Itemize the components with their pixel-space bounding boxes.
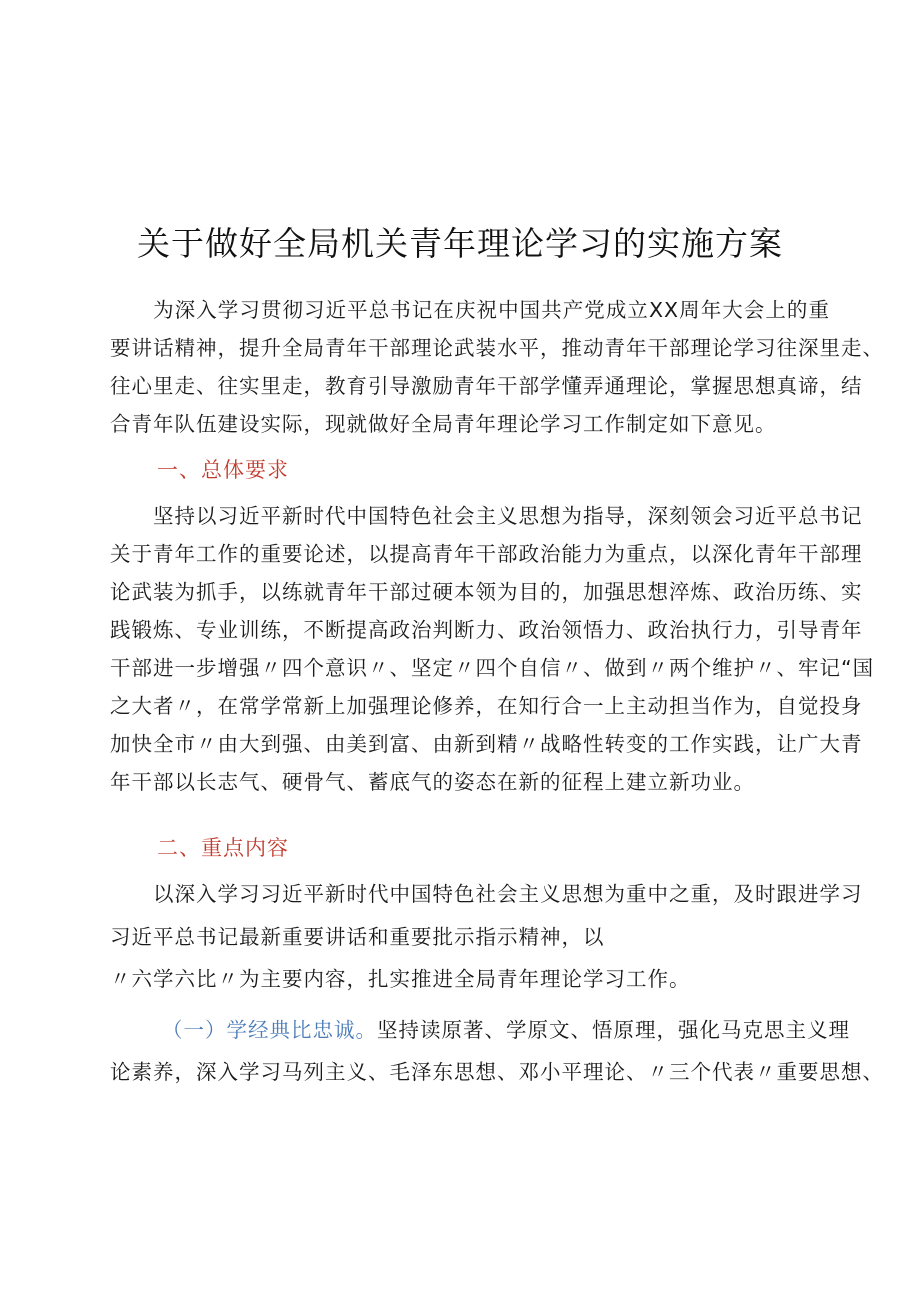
- section2-line-3: 〃六学六比〃为主要内容，扎实推进全局青年理论学习工作。: [110, 967, 691, 991]
- section1-line-1: 坚持以习近平新时代中国特色社会主义思想为指导，深刻领会习近平总书记: [110, 504, 863, 528]
- section1-line-2: 关于青年工作的重要论述，以提高青年干部政治能力为重点，以深化青年干部理: [110, 542, 863, 566]
- subsection1-first-rest: 坚持读原著、学原文、悟原理，强化马克思主义理: [377, 1018, 850, 1042]
- intro-line-2: 要讲话精神，提升全局青年干部理论武装水平，推动青年干部理论学习往深里走、: [110, 336, 884, 360]
- section1-line-4: 践锻炼、专业训练，不断提高政治判断力、政治领悟力、政治执行力，引导青年: [110, 618, 863, 642]
- section2-line-2: 习近平总书记最新重要讲话和重要批示指示精神，以: [110, 925, 605, 949]
- document-title: 关于做好全局机关青年理论学习的实施方案: [137, 224, 783, 263]
- intro-line-1: 为深入学习贯彻习近平总书记在庆祝中国共产党成立XX周年大会上的重: [110, 298, 830, 322]
- section1-line-6: 之大者〃，在常学常新上加强理论修养，在知行合一上主动担当作为，自觉投身: [110, 694, 863, 718]
- section2-line-1: 以深入学习习近平新时代中国特色社会主义思想为重中之重，及时跟进学习: [110, 882, 863, 906]
- section1-line-7: 加快全市〃由大到强、由美到富、由新到精〃战略性转变的工作实践，让广大青: [110, 732, 863, 756]
- intro-line-3: 往心里走、往实里走，教育引导激励青年干部学懂弄通理论，掌握思想真谛，结: [110, 374, 863, 398]
- subsection1-heading: （一）学经典比忠诚。: [162, 1018, 377, 1042]
- section1-heading: 一、总体要求: [157, 458, 289, 482]
- section1-line-8: 年干部以长志气、硬骨气、蓄底气的姿态在新的征程上建立新功业。: [110, 770, 755, 794]
- section1-line-3: 论武装为抓手，以练就青年干部过硬本领为目的，加强思想淬炼、政治历练、实: [110, 580, 863, 604]
- section1-line-5: 干部进一步增强〃四个意识〃、坚定〃四个自信〃、做到〃两个维护〃、牢记“国: [110, 656, 875, 680]
- section2-heading: 二、重点内容: [157, 836, 289, 860]
- subsection1-first-line: [110, 1011, 850, 1049]
- intro-line-4: 合青年队伍建设实际，现就做好全局青年理论学习工作制定如下意见。: [110, 412, 777, 436]
- subsection1-line-2: 论素养，深入学习马列主义、毛泽东思想、邓小平理论、〃三个代表〃重要思想、: [110, 1060, 884, 1084]
